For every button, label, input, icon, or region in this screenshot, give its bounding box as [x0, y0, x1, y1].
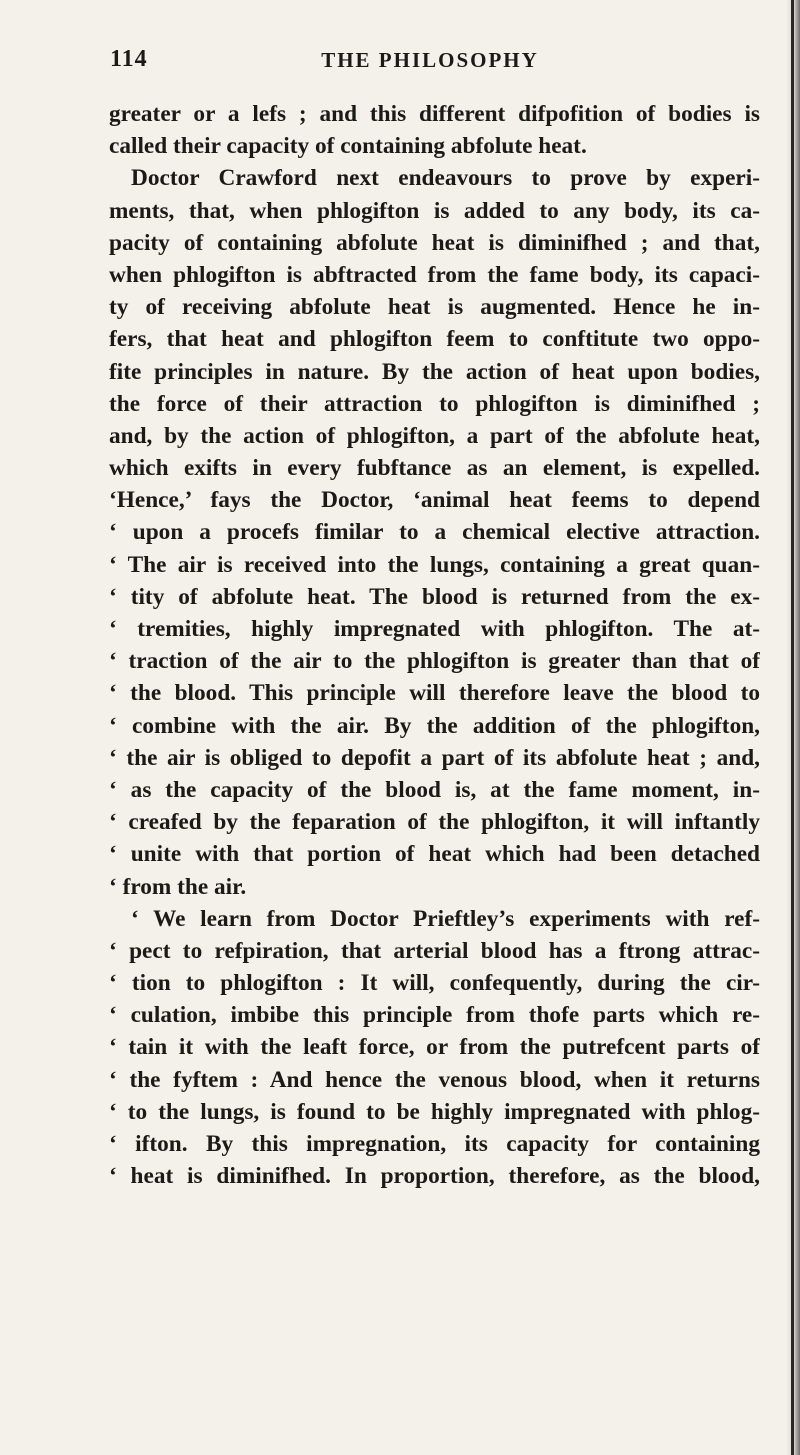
text-line: and, by the action of phlogifton, a part of the abfolute heat,: [109, 422, 760, 449]
running-head: THE PHILOSOPHY: [321, 48, 539, 72]
page-number: 114: [110, 46, 148, 72]
text-line: which exifts in every fubftance as an element, is expelled.: [109, 455, 760, 482]
text-line: ‘ heat is diminifhed. In proportion, therefore, as the blood,: [109, 1163, 760, 1190]
text-line: called their capacity of containing abfolute heat.: [109, 133, 587, 160]
text-line: ‘ to the lungs, is found to be highly impregnated with phlog-: [109, 1098, 760, 1125]
body-text: [109, 98, 760, 1192]
text-line: ‘ ifton. By this impregnation, its capacity for containing: [109, 1131, 760, 1157]
text-line: ‘Hence,’ fays the Doctor, ‘animal heat feems to depend: [109, 487, 760, 514]
text-line: ‘ the air is obliged to depofit a part of its abfolute heat ; and,: [109, 744, 760, 771]
text-line: ‘ We learn from Doctor Prieftley’s experiments with ref-: [131, 905, 760, 932]
text-line: ‘ from the air.: [109, 873, 247, 900]
text-line: ‘ tain it with the leaft force, or from the putrefcent parts of: [109, 1034, 760, 1061]
text-line: ‘ upon a procefs fimilar to a chemical elective attraction.: [109, 519, 760, 546]
text-line: ‘ combine with the air. By the addition of the phlogifton,: [109, 712, 760, 739]
text-line: the force of their attraction to phlogifton is diminifhed ;: [109, 390, 760, 417]
text-line: ‘ pect to refpiration, that arterial blood has a ftrong attrac-: [109, 937, 760, 964]
text-line: ‘ traction of the air to the phlogifton is greater than that of: [109, 648, 760, 675]
text-line: when phlogifton is abftracted from the fame body, its capaci-: [109, 261, 760, 288]
text-line: ments, that, when phlogifton is added to any body, its ca-: [109, 197, 760, 224]
text-line: ty of receiving abfolute heat is augmented. Hence he in-: [109, 294, 760, 321]
page-edge: [791, 0, 794, 1455]
text-line: ‘ creafed by the feparation of the phlogifton, it will inftantly: [109, 809, 760, 836]
text-line: ‘ tremities, highly impregnated with phlogifton. The at-: [109, 616, 760, 642]
text-line: ‘ tion to phlogifton : It will, confequently, during the cir-: [109, 970, 760, 997]
text-line: ‘ as the capacity of the blood is, at the fame moment, in-: [109, 776, 760, 803]
text-line: Doctor Crawford next endeavours to prove by experi-: [131, 165, 760, 192]
text-line: greater or a lefs ; and this different difpofition of bodies is: [109, 101, 760, 127]
text-line: ‘ the fyftem : And hence the venous blood, when it returns: [109, 1066, 760, 1093]
text-line: ‘ tity of abfolute heat. The blood is returned from the ex-: [109, 583, 760, 610]
page-header: [110, 46, 750, 82]
text-line: fite principles in nature. By the action of heat upon bodies,: [109, 358, 760, 385]
text-line: ‘ The air is received into the lungs, containing a great quan-: [109, 551, 760, 578]
text-line: ‘ unite with that portion of heat which had been detached: [109, 841, 760, 868]
text-line: ‘ the blood. This principle will therefore leave the blood to: [109, 680, 760, 707]
text-line: pacity of containing abfolute heat is diminifhed ; and that,: [109, 229, 760, 256]
text-line: ‘ culation, imbibe this principle from thofe parts which re-: [109, 1002, 760, 1029]
text-line: fers, that heat and phlogifton feem to conftitute two oppo-: [109, 326, 760, 353]
